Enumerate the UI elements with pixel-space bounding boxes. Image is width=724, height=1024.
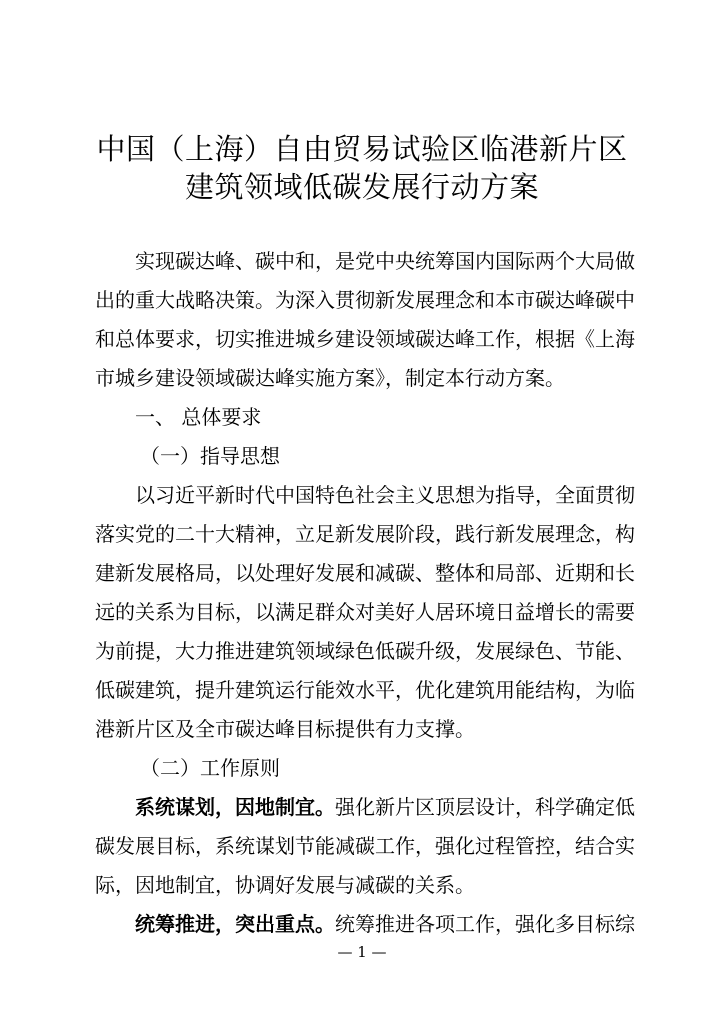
- intro-line-2: 出的重大战略决策。为深入贯彻新发展理念和本市碳达峰碳中: [95, 288, 635, 312]
- intro-line-3: 和总体要求，切实推进城乡建设领域碳达峰工作，根据《上海: [95, 327, 635, 351]
- document-title-line-2: 建筑领域低碳发展行动方案: [184, 170, 539, 204]
- guiding-line-4: 远的关系为目标，以满足群众对美好人居环境日益增长的需要: [95, 600, 635, 624]
- principle-1-line-2: 碳发展目标，系统谋划节能减碳工作，强化过程管控，结合实: [95, 834, 635, 858]
- intro-line-4: 市城乡建设领域碳达峰实施方案》，制定本行动方案。: [95, 366, 565, 390]
- document-title-line-1: 中国（上海）自由贸易试验区临港新片区: [96, 132, 628, 166]
- principle-2-text: 统筹推进各项工作，强化多目标综: [335, 912, 635, 936]
- page-number: — 1 —: [337, 943, 387, 961]
- guiding-line-3: 建新发展格局，以处理好发展和减碳、整体和局部、近期和长: [95, 561, 635, 585]
- principle-1-text: 强化新片区顶层设计，科学确定低: [335, 795, 635, 819]
- guiding-line-6: 低碳建筑，提升建筑运行能效水平，优化建筑用能结构，为临: [95, 678, 635, 702]
- principle-2-line-1: [135, 910, 635, 938]
- subsection-heading-guiding-ideology: （一）指导思想: [140, 444, 280, 468]
- guiding-line-2: 落实党的二十大精神，立足新发展阶段，践行新发展理念，构: [95, 522, 635, 546]
- guiding-line-7: 港新片区及全市碳达峰目标提供有力支撑。: [95, 717, 475, 741]
- principle-1-line-1: [135, 793, 635, 821]
- guiding-line-1: 以习近平新时代中国特色社会主义思想为指导，全面贯彻: [135, 483, 635, 507]
- guiding-line-5: 为前提，大力推进建筑领域绿色低碳升级，发展绿色、节能、: [95, 639, 635, 663]
- intro-line-1: 实现碳达峰、碳中和，是党中央统筹国内国际两个大局做: [135, 249, 635, 273]
- section-heading-general-requirements: 一、 总体要求: [135, 405, 262, 429]
- principle-1-title: 系统谋划，因地制宜。: [135, 795, 335, 819]
- principle-2-title: 统筹推进，突出重点。: [135, 912, 335, 936]
- subsection-heading-work-principles: （二）工作原则: [140, 756, 280, 780]
- principle-1-line-3: 际，因地制宜，协调好发展与减碳的关系。: [95, 873, 475, 897]
